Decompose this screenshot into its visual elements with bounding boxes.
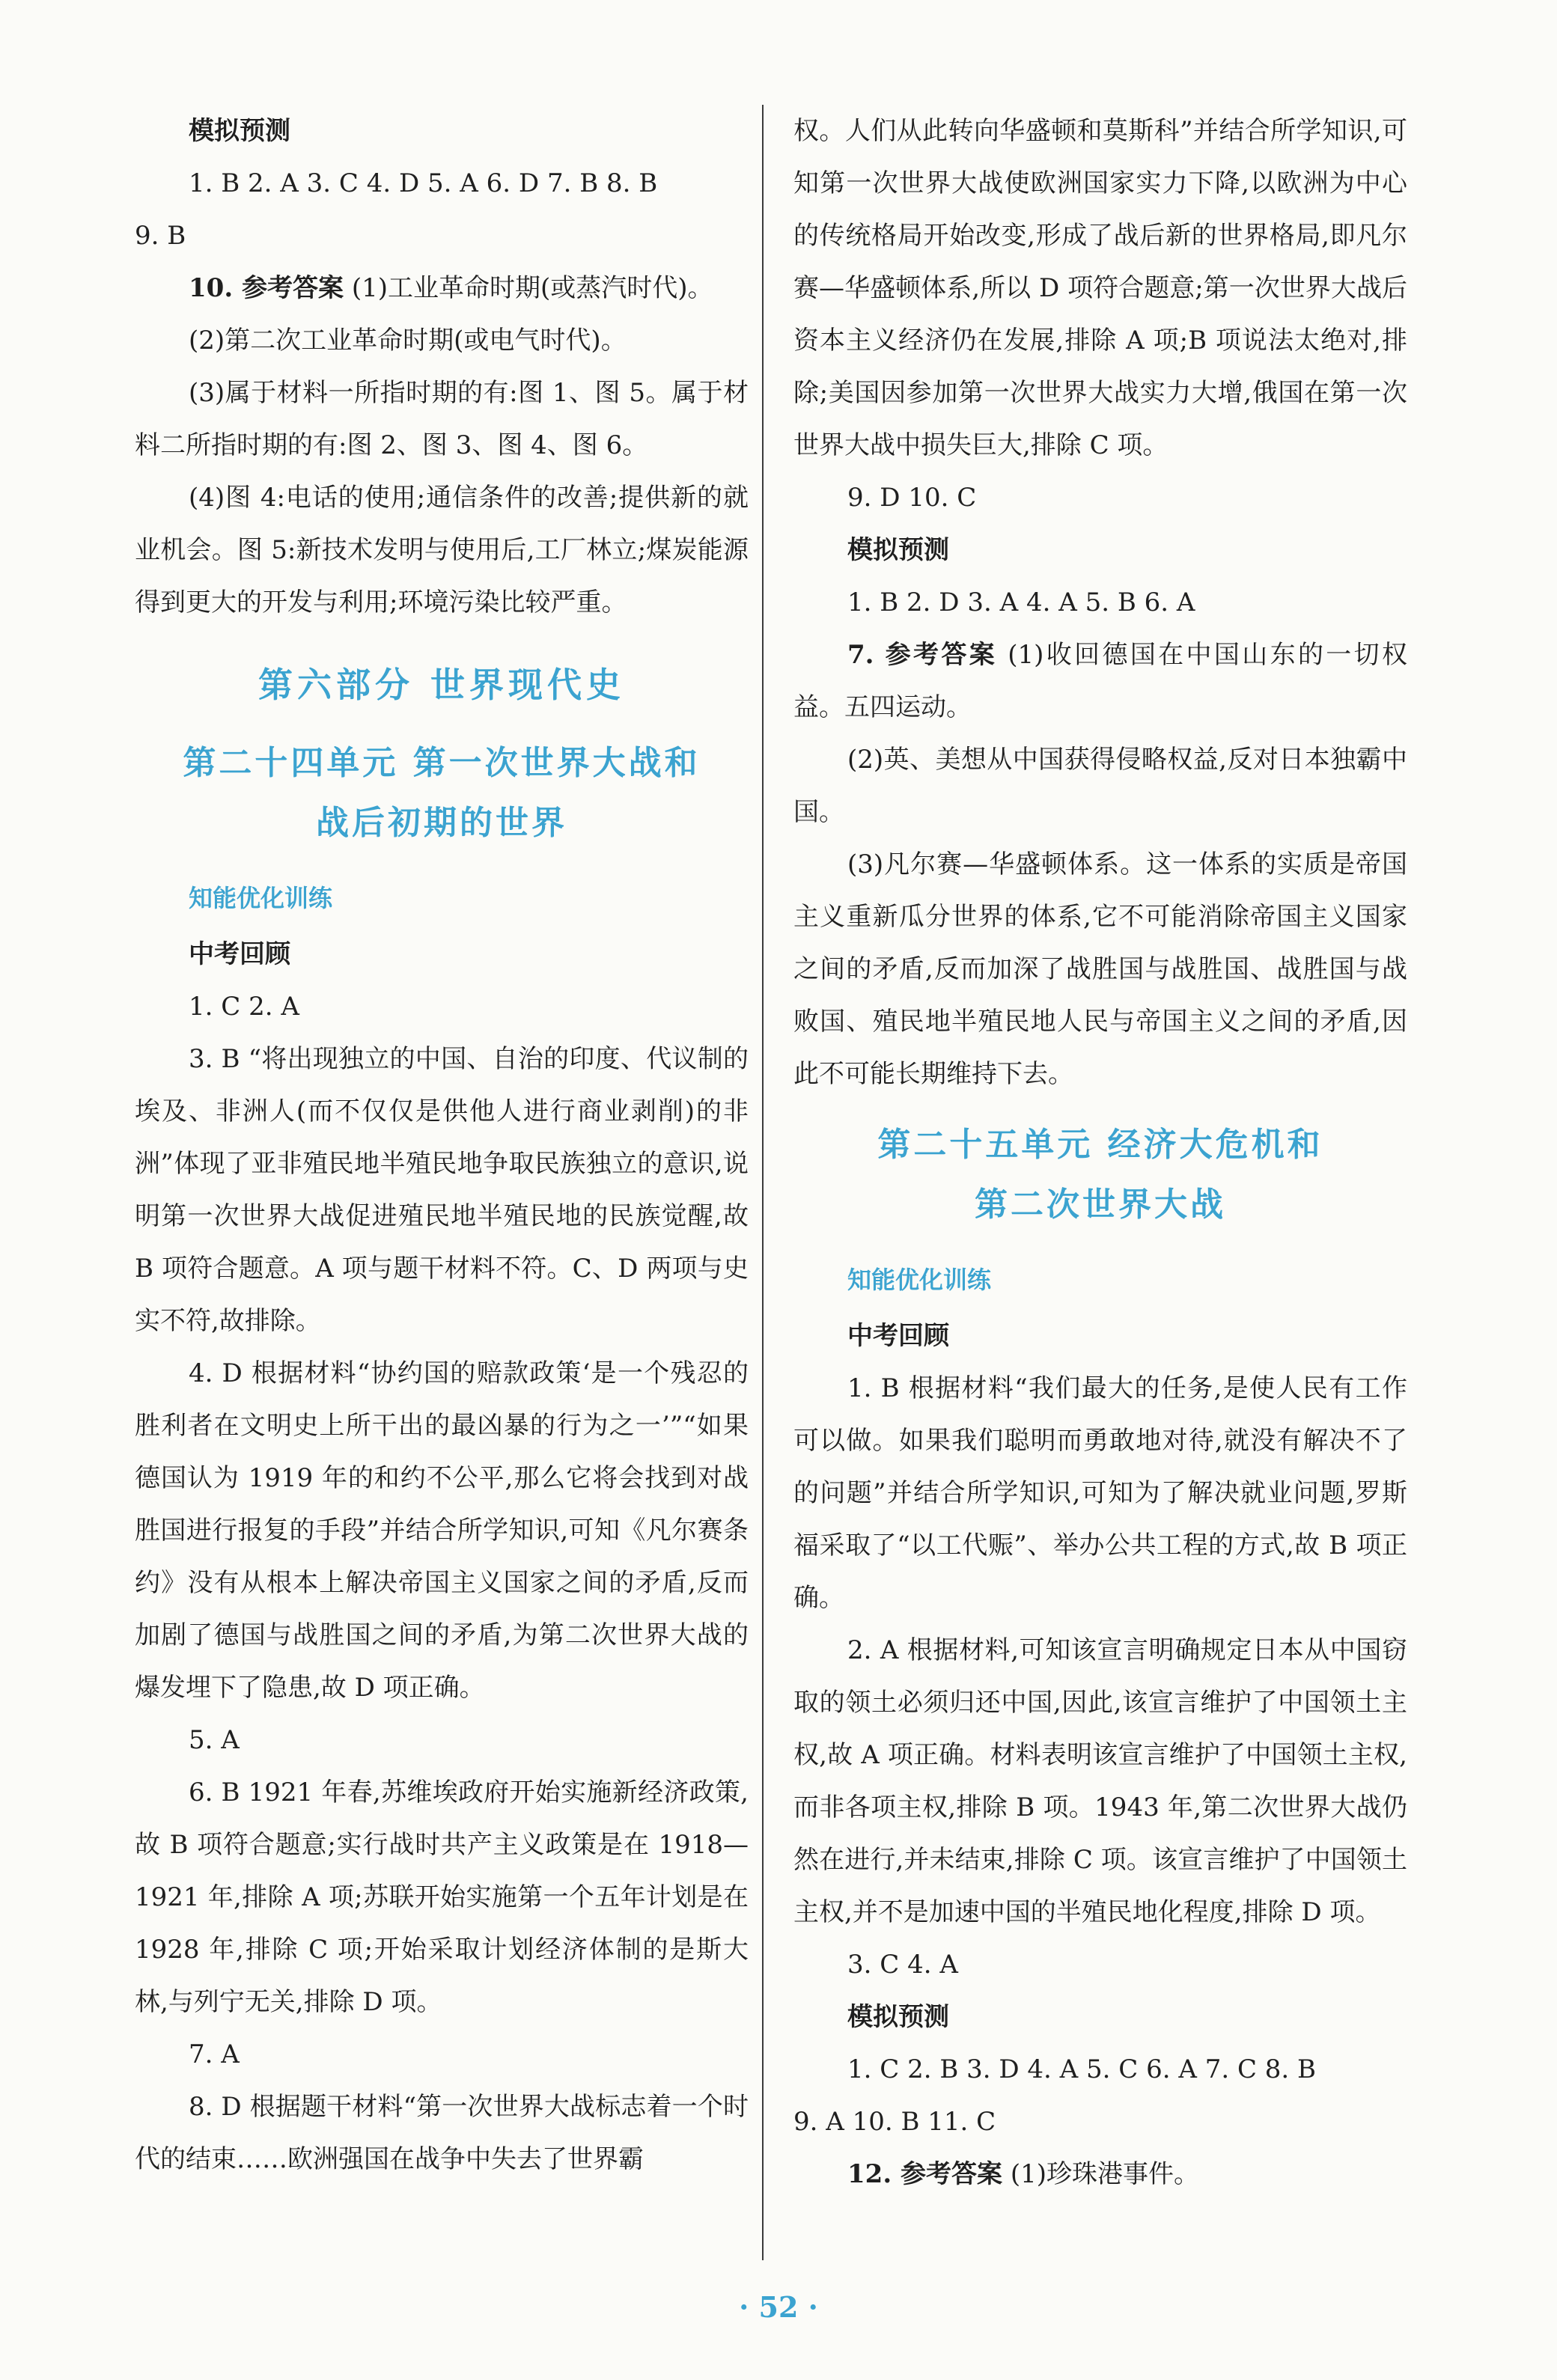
subsection-title: 知能优化训练 <box>189 884 333 912</box>
answer-line: 9. A 10. B 11. C <box>793 2107 996 2137</box>
answer-text: (1)收回德国在中国山东的一切权益。五四运动。 <box>793 640 1407 722</box>
answer-text: 2. A 根据材料,可知该宣言明确规定日本从中国窃取的领土必须归还中国,因此,该宣言维护了中国领土主权,故 A 项正确。材料表明该宣言维护了中国领土主权,而非各项主权,排除 B 项。1943 年,第二次世界大战仍然在进行,并未结束,排除 C 项。该宣言维护了中国领土主权,并不是加速中国的半殖民地化程度,排除 D 项。 <box>793 1635 1407 1927</box>
section-heading-moni: 模拟预测 <box>189 116 290 146</box>
answer-text: (4)图 4:电话的使用;通信条件的改善;提供新的就业机会。图 5:新技术发明与使用后,工厂林立;煤炭能源得到更大的开发与利用;环境污染比较严重。 <box>135 483 749 617</box>
unit-title-line: 第二次世界大战 <box>975 1186 1226 1224</box>
answer-line: 1. C 2. B 3. D 4. A 5. C 6. A 7. C 8. B <box>847 2054 1317 2084</box>
part-title: 第六部分 世界现代史 <box>258 665 625 705</box>
answer-text: (2)英、美想从中国获得侵略权益,反对日本独霸中国。 <box>793 745 1407 827</box>
answer-text: (1)珍珠港事件。 <box>1010 2159 1199 2189</box>
answer-line: 3. C 4. A <box>847 1950 958 1980</box>
section-heading-moni: 模拟预测 <box>847 2002 949 2032</box>
page-number: · 52 · <box>739 2290 818 2324</box>
answer-line: 9. D 10. C <box>847 483 977 513</box>
answer-label: 7. 参考答案 <box>847 640 998 670</box>
section-heading-zhongkao: 中考回顾 <box>189 939 290 969</box>
subsection-title: 知能优化训练 <box>847 1266 992 1294</box>
unit-title-line: 第二十五单元 经济大危机和 <box>877 1126 1323 1164</box>
answer-line: 7. A <box>189 2039 240 2069</box>
answer-text: 3. B “将出现独立的中国、自治的印度、代议制的埃及、非洲人(而不仅仅是供他人进行商业剥削)的非洲”体现了亚非殖民地半殖民地争取民族独立的意识,说明第一次世界大战促进殖民地半殖民地的民族觉醒,故 B 项符合题意。A 项与题干材料不符。C、D 两项与史实不符,故排除。 <box>135 1044 749 1336</box>
answer-line: 1. B 2. A 3. C 4. D 5. A 6. D 7. B 8. B <box>189 168 658 198</box>
answer-text: (2)第二次工业革命时期(或电气时代)。 <box>189 326 627 356</box>
right-column <box>793 105 1407 2200</box>
unit-title <box>135 733 749 853</box>
answer-text: 4. D 根据材料“协约国的赔款政策‘是一个残忍的胜利者在文明史上所干出的最凶暴的行为之一’”“如果德国认为 1919 年的和约不公平,那么它将会找到对战胜国进行报复的手段”并结合所学知识,可知《凡尔赛条约》没有从根本上解决帝国主义国家之间的矛盾,反而加剧了德国与战胜国之间的矛盾,为第二次世界大战的爆发埋下了隐患,故 D 项正确。 <box>135 1358 749 1703</box>
answer-line: 1. B 2. D 3. A 4. A 5. B 6. A <box>847 588 1195 617</box>
answer-label: 10. 参考答案 <box>189 273 344 303</box>
answer-text: (3)属于材料一所指时期的有:图 1、图 5。属于材料二所指时期的有:图 2、图 3、图 4、图 6。 <box>135 378 749 460</box>
answer-label: 12. 参考答案 <box>847 2159 1002 2189</box>
answer-text: (1)工业革命时期(或蒸汽时代)。 <box>351 273 713 303</box>
unit-title-line: 战后初期的世界 <box>316 804 567 842</box>
answer-text: 权。人们从此转向华盛顿和莫斯科”并结合所学知识,可知第一次世界大战使欧洲国家实力下降,以欧洲为中心的传统格局开始改变,形成了战后新的世界格局,即凡尔赛—华盛顿体系,所以 D 项符合题意;第一次世界大战后资本主义经济仍在发展,排除 A 项;B 项说法太绝对,排除;美国因参加第一次世界大战实力大增,俄国在第一次世界大战中损失巨大,排除 C 项。 <box>793 116 1407 460</box>
answer-text: 1. B 根据材料“我们最大的任务,是使人民有工作可以做。如果我们聪明而勇敢地对待,就没有解决不了的问题”并结合所学知识,可知为了解决就业问题,罗斯福采取了“以工代赈”、举办公共工程的方式,故 B 项正确。 <box>793 1373 1407 1613</box>
answer-line: 5. A <box>189 1725 240 1755</box>
answer-line: 1. C 2. A <box>189 992 299 1022</box>
answer-q12 <box>793 2148 1407 2200</box>
answer-text: 8. D 根据题干材料“第一次世界大战标志着一个时代的结束……欧洲强国在战争中失去了世界霸 <box>135 2092 749 2174</box>
answer-text: 6. B 1921 年春,苏维埃政府开始实施新经济政策,故 B 项符合题意;实行战时共产主义政策是在 1918—1921 年,排除 A 项;苏联开始实施第一个五年计划是在 1928 年,排除 C 项;开始采取计划经济体制的是斯大林,与列宁无关,排除 D 项。 <box>135 1778 749 2017</box>
column-divider <box>762 105 764 2260</box>
section-heading-zhongkao: 中考回顾 <box>847 1321 949 1351</box>
left-column <box>135 105 749 2185</box>
answer-q10 <box>135 262 749 314</box>
answer-line: 9. B <box>135 221 186 251</box>
section-heading-moni: 模拟预测 <box>847 535 949 565</box>
unit-title <box>793 1115 1407 1235</box>
unit-title-line: 第二十四单元 第一次世界大战和 <box>183 744 701 782</box>
answer-text: (3)凡尔赛—华盛顿体系。这一体系的实质是帝国主义重新瓜分世界的体系,它不可能消除帝国主义国家之间的矛盾,反而加深了战胜国与战胜国、战胜国与战败国、殖民地半殖民地人民与帝国主义之间的矛盾,因此不可能长期维持下去。 <box>793 849 1407 1089</box>
answer-q7 <box>793 629 1407 733</box>
